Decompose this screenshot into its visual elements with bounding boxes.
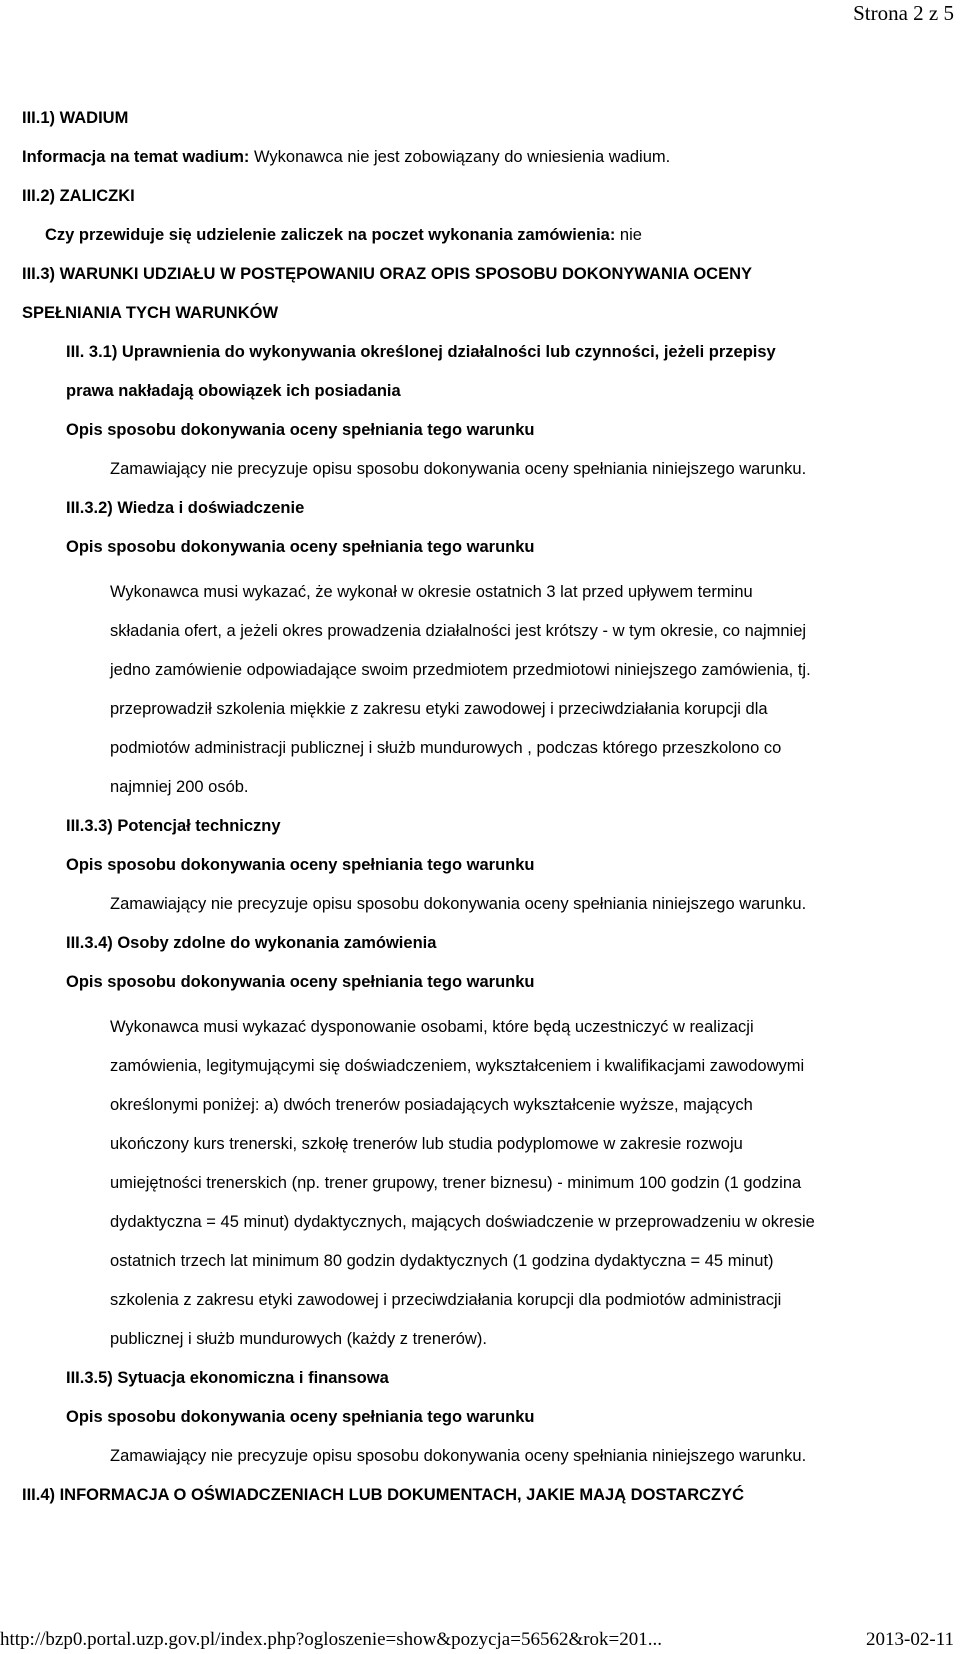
line-text: SPEŁNIANIA TYCH WARUNKÓW xyxy=(22,304,279,322)
section-heading xyxy=(66,855,535,875)
body-text-line xyxy=(110,1173,801,1193)
page-number: Strona 2 z 5 xyxy=(853,1,954,25)
line-text: przeprowadził szkolenia miękkie z zakresu etyki zawodowej i przeciwdziałania korupcji dla xyxy=(110,700,768,718)
footer-url[interactable]: http://bzp0.portal.uzp.gov.pl/index.php?ogloszenie=show&pozycja=56562&rok=201... xyxy=(0,1629,663,1650)
line-text: Opis sposobu dokonywania oceny spełniania tego warunku xyxy=(66,1408,535,1426)
body-text-line xyxy=(110,582,753,602)
body-text-line xyxy=(110,1251,774,1271)
section-heading xyxy=(22,264,752,284)
line-text: szkolenia z zakresu etyki zawodowej i przeciwdziałania korupcji dla podmiotów administracji xyxy=(110,1291,782,1309)
line-text: III. 3.1) Uprawnienia do wykonywania określonej działalności lub czynności, jeżeli przepisy xyxy=(66,343,776,361)
line-text: Zamawiający nie precyzuje opisu sposobu dokonywania oceny spełniania niniejszego warunku. xyxy=(110,1447,807,1465)
line-text: nie xyxy=(615,226,642,244)
body-text-line xyxy=(45,225,642,245)
body-text-line xyxy=(110,1095,753,1115)
line-text: określonymi poniżej: a) dwóch trenerów posiadających wykształcenie wyższe, mających xyxy=(110,1096,753,1114)
section-heading xyxy=(66,342,776,362)
body-text-line xyxy=(110,738,781,758)
section-heading xyxy=(22,186,135,206)
line-text: III.1) WADIUM xyxy=(22,109,129,127)
section-heading xyxy=(22,1485,744,1505)
footer-date: 2013-02-11 xyxy=(866,1629,954,1650)
line-text: Wykonawca musi wykazać, że wykonał w okresie ostatnich 3 lat przed upływem terminu xyxy=(110,583,753,601)
section-heading xyxy=(66,1407,535,1427)
line-text: jedno zamówienie odpowiadające swoim przedmiotem przedmiotowi niniejszego zamówienia, tj. xyxy=(110,661,811,679)
line-text: Opis sposobu dokonywania oceny spełniania tego warunku xyxy=(66,856,535,874)
line-text: najmniej 200 osób. xyxy=(110,778,249,796)
line-text: ukończony kurs trenerski, szkołę trenerów lub studia podyplomowe w zakresie rozwoju xyxy=(110,1135,743,1153)
body-text-line xyxy=(110,1290,781,1310)
body-text-line xyxy=(110,894,806,914)
line-text: III.3.5) Sytuacja ekonomiczna i finansowa xyxy=(66,1369,389,1387)
body-text-line xyxy=(110,1329,487,1349)
body-text-line xyxy=(110,777,249,797)
section-heading xyxy=(66,537,535,557)
line-text: Opis sposobu dokonywania oceny spełniania tego warunku xyxy=(66,973,535,991)
line-text: III.3) WARUNKI UDZIAŁU W POSTĘPOWANIU ORAZ OPIS SPOSOBU DOKONYWANIA OCENY xyxy=(22,265,753,283)
section-heading xyxy=(66,381,401,401)
field-label: Czy przewiduje się udzielenie zaliczek na poczet wykonania zamówienia: xyxy=(45,226,616,244)
line-text: Opis sposobu dokonywania oceny spełniania tego warunku xyxy=(66,421,535,439)
body-text-line xyxy=(110,699,768,719)
section-heading xyxy=(22,108,128,128)
body-text-line xyxy=(22,147,670,167)
section-heading xyxy=(22,303,278,323)
body-text-line xyxy=(110,459,806,479)
section-heading xyxy=(66,933,436,953)
line-text: prawa nakładają obowiązek ich posiadania xyxy=(66,382,401,400)
line-text: Zamawiający nie precyzuje opisu sposobu dokonywania oceny spełniania niniejszego warunku. xyxy=(110,460,807,478)
line-text: III.3.3) Potencjał techniczny xyxy=(66,817,281,835)
line-text: III.2) ZALICZKI xyxy=(22,187,135,205)
line-text: III.3.4) Osoby zdolne do wykonania zamówienia xyxy=(66,934,437,952)
body-text-line xyxy=(110,1212,815,1232)
line-text: dydaktyczna = 45 minut) dydaktycznych, mających doświadczenie w przeprowadzeniu w okresie xyxy=(110,1213,815,1231)
line-text: publicznej i służb mundurowych (każdy z trenerów). xyxy=(110,1330,487,1348)
section-heading xyxy=(66,498,304,518)
line-text: III.3.2) Wiedza i doświadczenie xyxy=(66,499,305,517)
line-text: umiejętności trenerskich (np. trener grupowy, trener biznesu) - minimum 100 godzin (1 godzina xyxy=(110,1174,802,1192)
section-heading xyxy=(66,1368,389,1388)
line-text: Opis sposobu dokonywania oceny spełniania tego warunku xyxy=(66,538,535,556)
section-heading xyxy=(66,420,535,440)
line-text: Wykonawca nie jest zobowiązany do wniesienia wadium. xyxy=(249,148,671,166)
body-text-line xyxy=(110,1017,754,1037)
line-text: podmiotów administracji publicznej i służb mundurowych , podczas którego przeszkolono co xyxy=(110,739,782,757)
body-text-line xyxy=(110,660,811,680)
line-text: zamówienia, legitymującymi się doświadczeniem, wykształceniem i kwalifikacjami zawodowymi xyxy=(110,1057,805,1075)
body-text-line xyxy=(110,1134,743,1154)
body-text-line xyxy=(110,1056,804,1076)
section-heading xyxy=(66,816,281,836)
line-text: III.4) INFORMACJA O OŚWIADCZENIACH LUB DOKUMENTACH, JAKIE MAJĄ DOSTARCZYĆ xyxy=(22,1486,745,1504)
line-text: Wykonawca musi wykazać dysponowanie osobami, które będą uczestniczyć w realizacji xyxy=(110,1018,754,1036)
line-text: ostatnich trzech lat minimum 80 godzin dydaktycznych (1 godzina dydaktyczna = 45 minut) xyxy=(110,1252,774,1270)
field-label: Informacja na temat wadium: xyxy=(22,148,250,166)
line-text: składania ofert, a jeżeli okres prowadzenia działalności jest krótszy - w tym okresie, co najmniej xyxy=(110,622,807,640)
section-heading xyxy=(66,972,535,992)
line-text: Zamawiający nie precyzuje opisu sposobu dokonywania oceny spełniania niniejszego warunku. xyxy=(110,895,807,913)
body-text-line xyxy=(110,621,806,641)
body-text-line xyxy=(110,1446,806,1466)
